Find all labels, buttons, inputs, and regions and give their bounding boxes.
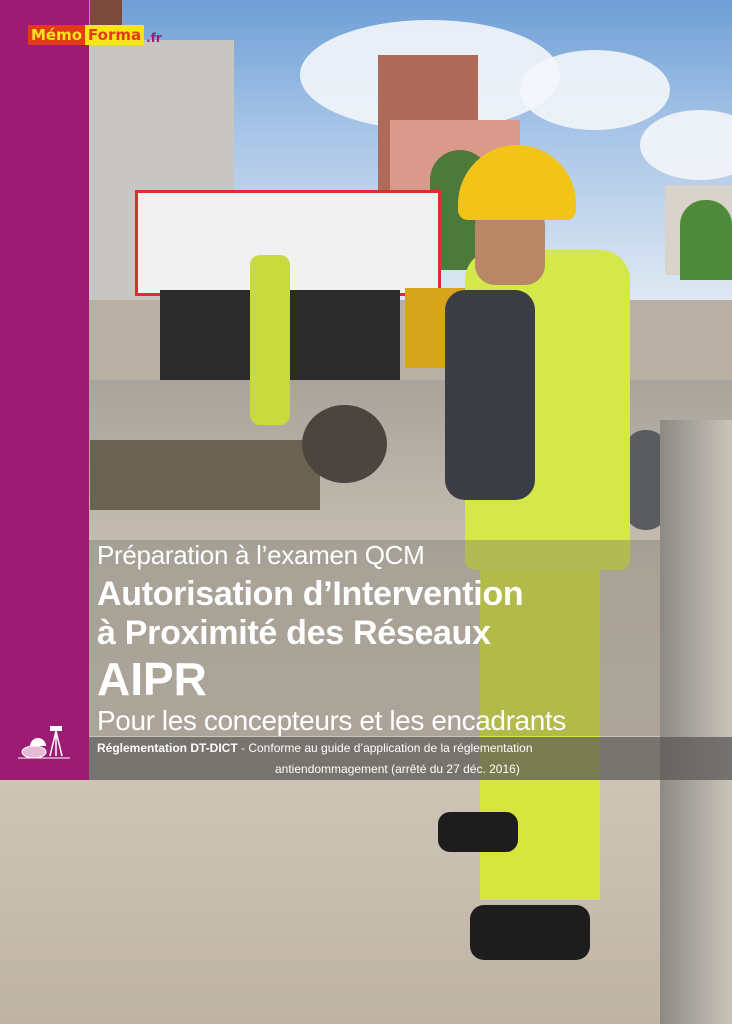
logo-memo: Mémo bbox=[28, 25, 85, 45]
title-line-1: Autorisation d’Intervention bbox=[97, 575, 524, 613]
memoforma-logo bbox=[28, 25, 162, 45]
regulation-text-1: Conforme au guide d’application de la réglementation bbox=[248, 741, 533, 755]
kicker: Préparation à l’examen QCM bbox=[97, 540, 425, 570]
audience: Pour les concepteurs et les encadrants bbox=[97, 705, 566, 736]
logo-suffix: .fr bbox=[146, 31, 162, 45]
regulation-text-2: antiendommagement (arrêté du 27 déc. 2016) bbox=[275, 762, 520, 776]
purple-sidebar bbox=[0, 0, 89, 780]
logo-forma: Forma bbox=[85, 25, 144, 45]
title-line-2: à Proximité des Réseaux bbox=[97, 614, 491, 652]
regulation-separator: - bbox=[237, 741, 249, 755]
acronym: AIPR bbox=[97, 653, 207, 705]
helmet-tripod-emblem-icon bbox=[18, 724, 70, 760]
regulation-label: Réglementation DT-DICT bbox=[97, 741, 238, 755]
regulation-line-1 bbox=[97, 741, 533, 755]
